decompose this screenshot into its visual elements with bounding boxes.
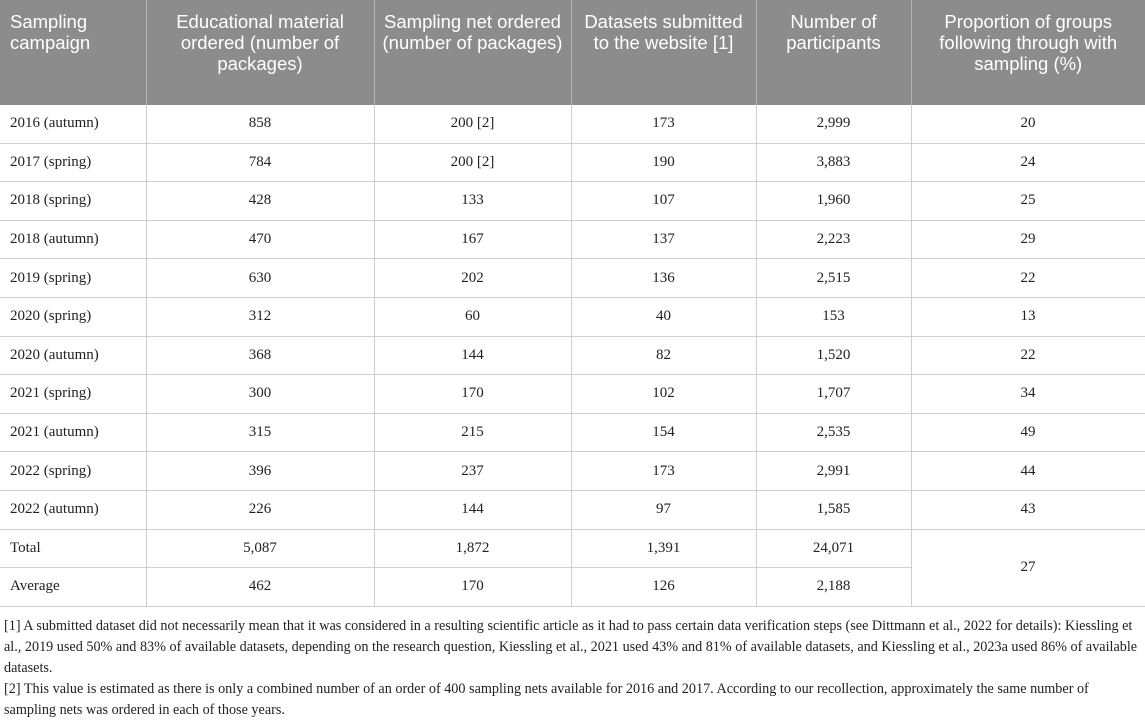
header-row (0, 0, 1145, 105)
table-row (0, 143, 1145, 182)
table-cell: 154 (571, 413, 756, 452)
table-cell: 428 (146, 182, 374, 221)
table-cell: 215 (374, 413, 571, 452)
average-datasets: 126 (571, 568, 756, 607)
table-cell: 1,520 (756, 336, 911, 375)
table-cell: 312 (146, 297, 374, 336)
table-cell: 1,960 (756, 182, 911, 221)
table-cell: 170 (374, 375, 571, 414)
header-sampling-net: Sampling net ordered (number of packages) (374, 0, 571, 105)
table-cell: 200 [2] (374, 143, 571, 182)
header-participants: Number of participants (756, 0, 911, 105)
table-cell: 153 (756, 297, 911, 336)
table-cell: 2019 (spring) (0, 259, 146, 298)
table-cell: 1,707 (756, 375, 911, 414)
table-cell: 2,515 (756, 259, 911, 298)
table-cell: 202 (374, 259, 571, 298)
footnote-1: [1] A submitted dataset did not necessarily mean that it was considered in a resulting scientific article as it had to pass certain data verification steps (see Dittmann et al., 2022 for details): Kiessling et al., 2019 used 50% and 83% of available datasets, depending on the research question, Kiessling et al., 2021 used 43% and 81% of available datasets, and Kiessling et al., 2023a used 86% of available datasets. (4, 617, 1138, 676)
table-cell: 226 (146, 490, 374, 529)
header-sampling-campaign: Sampling campaign (0, 0, 146, 105)
table-cell: 97 (571, 490, 756, 529)
footnote-2: [2] This value is estimated as there is only a combined number of an order of 400 sampling nets available for 2016 and 2017. According to our recollection, approximately the same number of sampling nets was ordered in each of those years. (4, 680, 1089, 718)
table-cell: 173 (571, 452, 756, 491)
table-cell: 44 (911, 452, 1145, 491)
table-cell: 2018 (autumn) (0, 220, 146, 259)
table-cell: 173 (571, 105, 756, 143)
table-cell: 144 (374, 490, 571, 529)
table-cell: 136 (571, 259, 756, 298)
table-cell: 2016 (autumn) (0, 105, 146, 143)
total-participants: 24,071 (756, 529, 911, 568)
table-cell: 315 (146, 413, 374, 452)
table-cell: 24 (911, 143, 1145, 182)
total-row (0, 529, 1145, 568)
table-cell: 2020 (autumn) (0, 336, 146, 375)
header-datasets-submitted: Datasets submitted to the website [1] (571, 0, 756, 105)
table-cell: 300 (146, 375, 374, 414)
table-cell: 396 (146, 452, 374, 491)
table-row (0, 220, 1145, 259)
table-cell: 858 (146, 105, 374, 143)
table-row (0, 182, 1145, 221)
table-cell: 3,883 (756, 143, 911, 182)
combined-proportion: 27 (911, 529, 1145, 606)
table-cell: 1,585 (756, 490, 911, 529)
table-cell: 133 (374, 182, 571, 221)
table-cell: 107 (571, 182, 756, 221)
table-cell: 2,999 (756, 105, 911, 143)
table-cell: 2,991 (756, 452, 911, 491)
table-cell: 237 (374, 452, 571, 491)
table-cell: 200 [2] (374, 105, 571, 143)
table-cell: 2,535 (756, 413, 911, 452)
table-cell: 137 (571, 220, 756, 259)
table-row (0, 336, 1145, 375)
footnotes (0, 607, 1145, 721)
header-proportion: Proportion of groups following through with sampling (%) (911, 0, 1145, 105)
table-cell: 784 (146, 143, 374, 182)
header-educational-material: Educational material ordered (number of packages) (146, 0, 374, 105)
table-cell: 40 (571, 297, 756, 336)
table-cell: 167 (374, 220, 571, 259)
table-cell: 82 (571, 336, 756, 375)
table-cell: 22 (911, 336, 1145, 375)
table-row (0, 375, 1145, 414)
table-cell: 2021 (spring) (0, 375, 146, 414)
total-nets: 1,872 (374, 529, 571, 568)
table-row (0, 105, 1145, 143)
table-cell: 2020 (spring) (0, 297, 146, 336)
table-cell: 22 (911, 259, 1145, 298)
table-cell: 60 (374, 297, 571, 336)
table-cell: 2021 (autumn) (0, 413, 146, 452)
average-nets: 170 (374, 568, 571, 607)
table-cell: 34 (911, 375, 1145, 414)
total-label: Total (0, 529, 146, 568)
table-cell: 25 (911, 182, 1145, 221)
table-cell: 630 (146, 259, 374, 298)
table-cell: 43 (911, 490, 1145, 529)
table-cell: 102 (571, 375, 756, 414)
total-educational: 5,087 (146, 529, 374, 568)
total-datasets: 1,391 (571, 529, 756, 568)
table-cell: 20 (911, 105, 1145, 143)
table-cell: 29 (911, 220, 1145, 259)
table-cell: 470 (146, 220, 374, 259)
table-cell: 368 (146, 336, 374, 375)
table-cell: 2022 (spring) (0, 452, 146, 491)
table-row (0, 490, 1145, 529)
table-cell: 2,223 (756, 220, 911, 259)
table-cell: 144 (374, 336, 571, 375)
table-cell: 2018 (spring) (0, 182, 146, 221)
table-row (0, 413, 1145, 452)
table-cell: 13 (911, 297, 1145, 336)
table-cell: 2022 (autumn) (0, 490, 146, 529)
table-cell: 2017 (spring) (0, 143, 146, 182)
table-cell: 190 (571, 143, 756, 182)
table-row (0, 452, 1145, 491)
table-cell: 49 (911, 413, 1145, 452)
average-label: Average (0, 568, 146, 607)
average-participants: 2,188 (756, 568, 911, 607)
average-educational: 462 (146, 568, 374, 607)
table-row (0, 259, 1145, 298)
table-row (0, 297, 1145, 336)
